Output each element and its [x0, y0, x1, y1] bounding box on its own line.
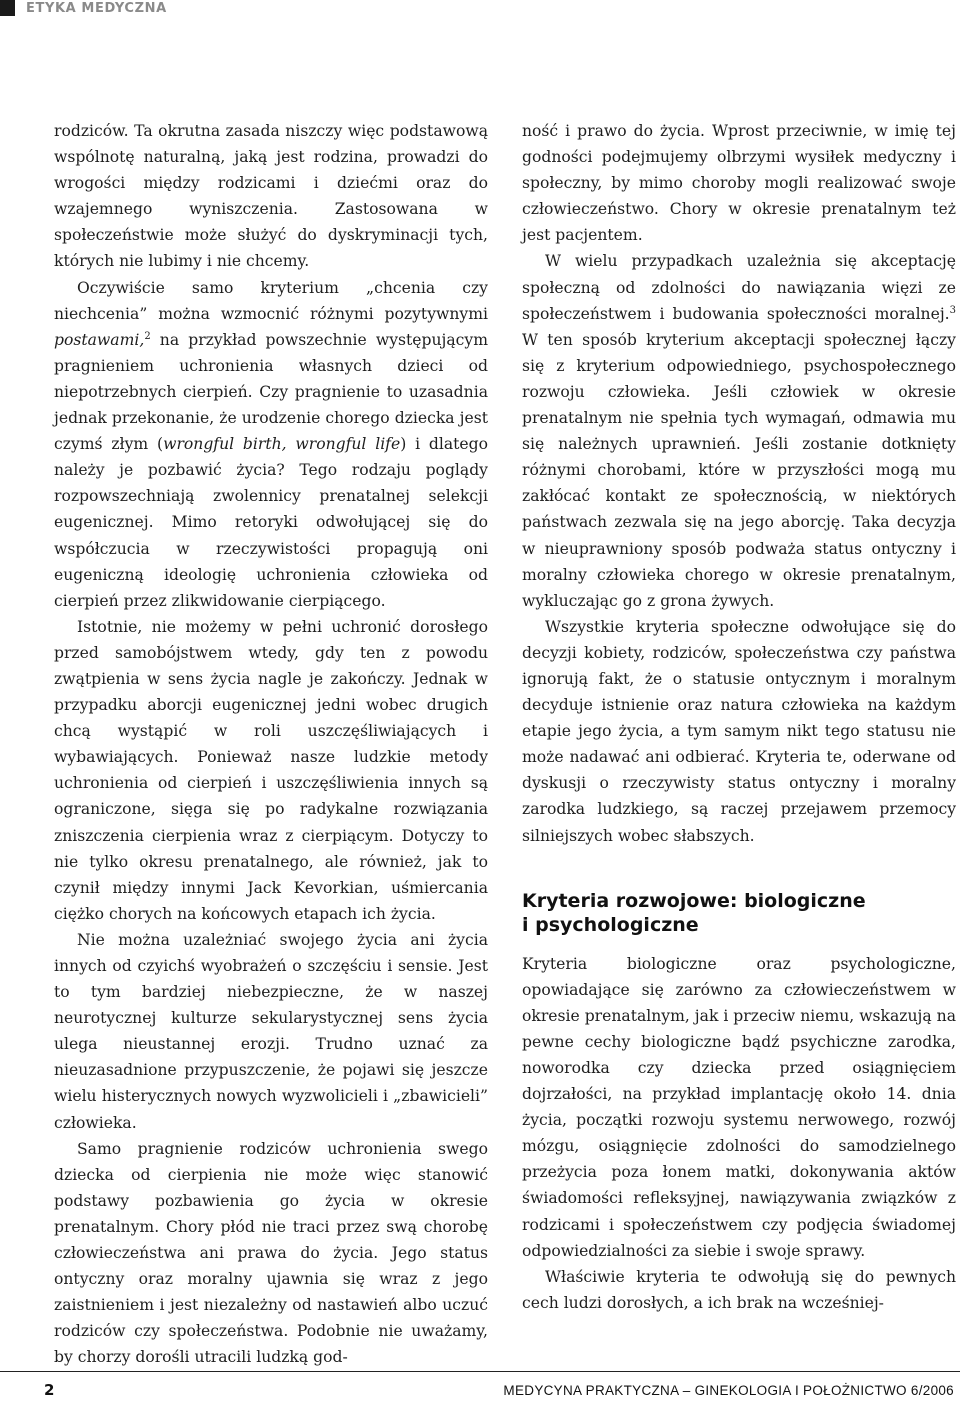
paragraph: Nie można uzależniać swojego życia ani życia innych od czyichś wyobrażeń o szczęściu i sensie. Jest to tym bardziej niebezpieczne, że w naszej neurotycznej kulturze sekularystycznej sens życia ulega nieustannej erozji. Trudno uznać za nieuzasadnione przypuszczenie, że pojawi się jeszcze wielu histerycznych nowych wyzwolicieli i „zbawicieli” człowieka. [54, 930, 488, 1132]
paragraph [54, 275, 488, 614]
header-marker [0, 0, 15, 16]
text-run: na przykład powszechnie występującym pragnieniem uchronienia własnych dzieci od niepotrzebnych cierpień. Czy pragnienie to uzasadnia jednak przekonanie, że urodzenie chorego dziecka jest czymś złym ( [54, 330, 488, 454]
section-title: ETYKA MEDYCZNA [26, 1, 167, 16]
paragraph: rodziców. Ta okrutna zasada niszczy więc podstawową wspólnotę naturalną, jaką jest rodzina, prowadzi do wrogości między rodzicami i dziećmi oraz do wzajemnego wyniszczenia. Zastosowana w społeczeństwie może służyć do dyskryminacji tych, których nie lubimy i nie chcemy. [54, 122, 488, 271]
footer-divider [0, 1371, 960, 1372]
footnote-ref[interactable]: 2 [144, 330, 151, 342]
paragraph: Samo pragnienie rodziców uchronienia swego dziecka od cierpienia nie może więc stanowić podstawy pozbawienia go życia w okresie prenatalnym. Chory płód nie traci przez swą chorobę człowieczeństwa ani prawa do życia. Jego status ontyczny oraz moralny ujawnia się wraz z jego zaistnieniem i jest niezależny od nastawień albo uczuć rodziców czy społeczeństwa. Podobnie nie uważamy, by chorzy dorośli utracili ludzką god- [54, 1139, 488, 1367]
section-heading [522, 889, 956, 937]
italic-run: wrongful birth, wrongful life [163, 435, 401, 454]
left-column [54, 118, 488, 1371]
text-run: W wielu przypadkach uzależnia się akceptację społeczną od zdolności do nawiązania więzi ze społeczeństwem i budowania społeczności moralnej. [522, 252, 956, 323]
heading-line: i psychologiczne [522, 913, 699, 936]
page-number: 2 [44, 1381, 55, 1399]
running-header [0, 0, 960, 24]
paragraph: Wszystkie kryteria społeczne odwołujące się do decyzji kobiety, rodziców, społeczeństwa czy państwa ignorują fakt, że o statusie ontycznym i moralnym decyduje istnienie oraz natura człowieka na każdym etapie jego życia, a tym samym nikt tego statusu nie może nadawać ani odbierać. Kryteria te, oderwane od dyskusji o rzeczywisty status ontyczny i moralny zarodka ludzkiego, są raczej przejawem przemocy silniejszych wobec słabszych. [522, 617, 956, 845]
text-run: Oczywiście samo kryterium „chcenia czy niechcenia” można wzmocnić różnymi pozytywnymi [54, 278, 488, 323]
text-run: W ten sposób kryterium akceptacji społecznej łączy się z kryterium odpowiedniego, psychospołecznego rozwoju człowieka. Jeśli człowiek w okresie prenatalnym nie spełnia tych wymagań, odmawia mu się należnych uprawnień. Jeśli zostanie dotknięty różnymi chorobami, które w przyszłości mogą mu zakłócać kontakt ze społecznością, w niektórych państwach zezwala się na jego aborcję. Taka decyzja w nieuprawniony sposób podważa status ontyczny i moralny człowieka chorego w okresie prenatalnym, wykluczając go z grona żywych. [522, 330, 956, 610]
right-column [522, 118, 956, 1316]
paragraph: Istotnie, nie możemy w pełni uchronić dorosłego przed samobójstwem wtedy, gdy ten z powodu zwątpienia w sens życia nagle je zakończy. Jednak w przypadku aborcji eugenicznej jedni wobec drugich chcą wystąpić w roli uszczęśliwiających i wybawiających. Ponieważ nasze ludzkie metody uchronienia od cierpień i uszczęśliwienia innych są ograniczone, sięga się po radykalne rozwiązania zniszczenia cierpienia wraz z cierpiącym. Dotyczy to nie tylko okresu prenatalnego, ale również, jak to czynił między innymi Jack Kevorkian, uśmiercania ciężko chorych na końcowych etapach ich życia. [54, 617, 488, 923]
italic-run: postawami, [54, 330, 145, 349]
paragraph: Kryteria biologiczne oraz psychologiczne, opowiadające się zarówno za człowieczeństwem w okresie prenatalnym, jak i przeciw niemu, wskazują na pewne cechy biologiczne bądź psychiczne zarodka, noworodka czy dziecka przed osiągnięciem dojrzałości, na przykład implantację około 14. dnia życia, początki rozwoju systemu nerwowego, rozwój mózgu, osiągnięcie zdolności do samodzielnego przeżycia poza łonem matki, dokonywania aktów świadomości refleksyjnej, nawiązywania związków z rodzicami i społeczeństwem czy podjęcia świadomej odpowiedzialności za siebie i swoje sprawy. [522, 954, 956, 1260]
heading-line: Kryteria rozwojowe: biologiczne [522, 889, 866, 912]
text-run: ) i dlatego należy je pozbawić życia? Tego rodzaju poglądy rozpowszechniają zwolennicy prenatalnej selekcji eugenicznej. Mimo retoryki odwołującej się do współczucia w rzeczywistości propagują oni eugeniczną ideologię uchronienia człowieka od cierpień przez zlikwidowanie cierpiącego. [54, 435, 488, 610]
paragraph [522, 248, 956, 613]
journal-title: MEDYCYNA PRAKTYCZNA – GINEKOLOGIA I POŁOŻNICTWO 6/2006 [503, 1383, 954, 1398]
paragraph: Właściwie kryteria te odwołują się do pewnych cech ludzi dorosłych, a ich brak na wcześniej- [522, 1267, 956, 1312]
footnote-ref[interactable]: 3 [949, 304, 956, 316]
paragraph: ność i prawo do życia. Wprost przeciwnie, w imię tej godności podejmujemy olbrzymi wysiłek medyczny i społeczny, by mimo choroby mogli realizować swoje człowieczeństwo. Chory w okresie prenatalnym też jest pacjentem. [522, 122, 956, 245]
